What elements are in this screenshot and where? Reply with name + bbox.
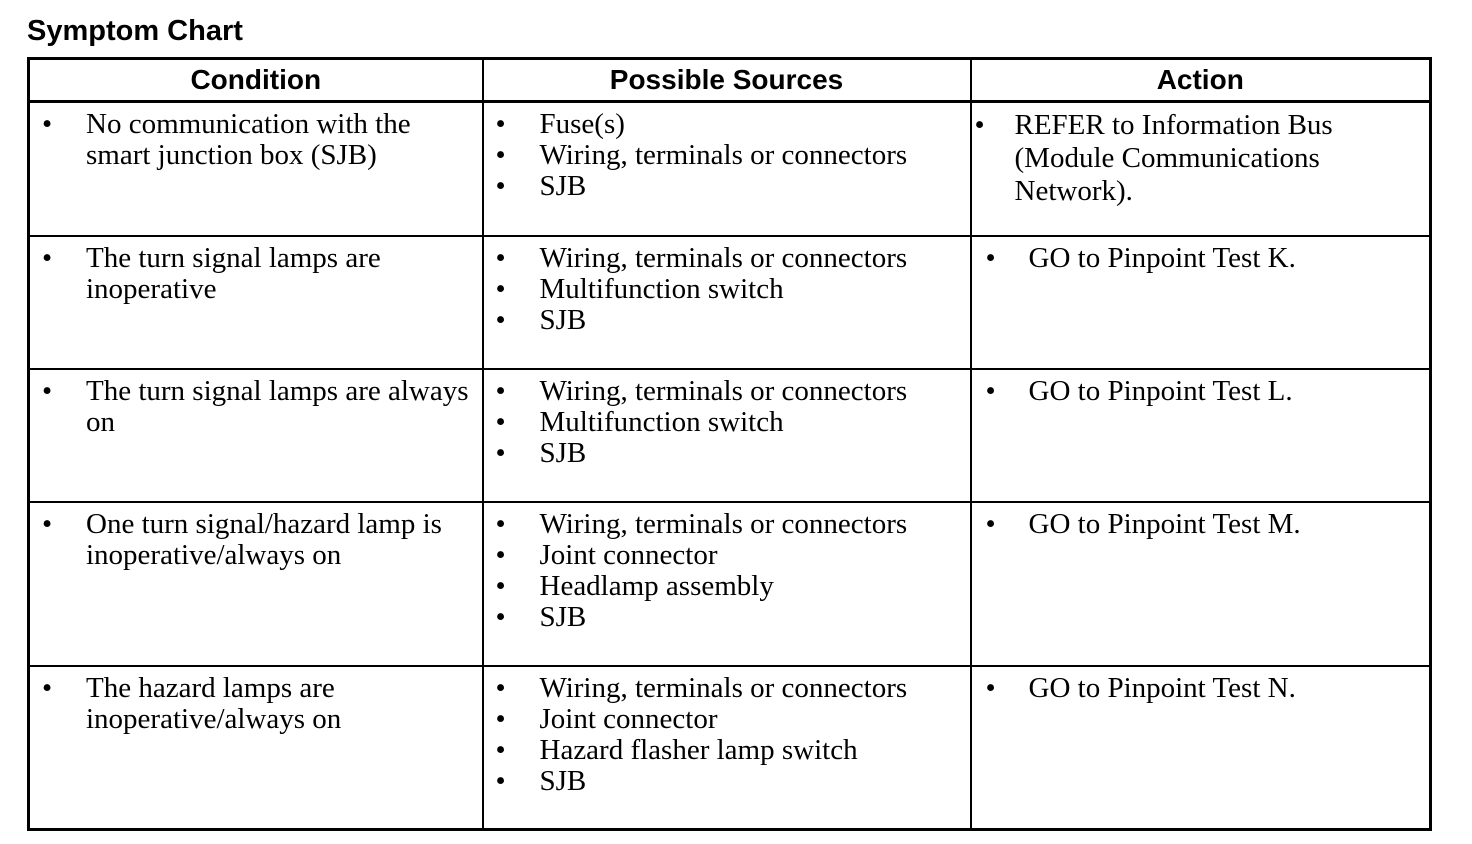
source-item: • Hazard flasher lamp switch: [484, 735, 970, 766]
condition-cell: [29, 502, 483, 666]
action-text: • GO to Pinpoint Test M.: [972, 509, 1430, 540]
source-item: • SJB: [484, 766, 970, 797]
page-title: Symptom Chart: [27, 15, 243, 47]
condition-text: • The turn signal lamps are always on: [30, 376, 482, 438]
condition-text: • The turn signal lamps are inoperative: [30, 243, 482, 305]
source-item: • Wiring, terminals or connectors: [484, 673, 970, 704]
source-item: • Wiring, terminals or connectors: [484, 140, 970, 171]
sources-cell: [483, 102, 971, 236]
source-item: • Headlamp assembly: [484, 571, 970, 602]
condition-text: • One turn signal/hazard lamp is inoperative/always on: [30, 509, 482, 571]
condition-cell: [29, 236, 483, 369]
action-text: • GO to Pinpoint Test L.: [972, 376, 1430, 407]
table-header-row: [29, 59, 1431, 102]
action-text: • REFER to Information Bus (Module Communications Network).: [972, 109, 1430, 208]
table-row: [29, 369, 1431, 502]
sources-cell: [483, 369, 971, 502]
action-cell: [971, 369, 1431, 502]
header-action: Action: [971, 59, 1431, 102]
condition-text: • The hazard lamps are inoperative/always on: [30, 673, 482, 735]
source-item: • Joint connector: [484, 540, 970, 571]
action-text: • GO to Pinpoint Test K.: [972, 243, 1430, 274]
source-item: • SJB: [484, 438, 970, 469]
condition-cell: [29, 666, 483, 830]
source-item: • Wiring, terminals or connectors: [484, 243, 970, 274]
header-condition: Condition: [29, 59, 483, 102]
table-row: [29, 502, 1431, 666]
source-item: • Fuse(s): [484, 109, 970, 140]
source-item: • SJB: [484, 171, 970, 202]
action-cell: [971, 236, 1431, 369]
symptom-chart-table: [27, 57, 1432, 831]
header-possible-sources: Possible Sources: [483, 59, 971, 102]
sources-cell: [483, 666, 971, 830]
condition-cell: [29, 369, 483, 502]
source-item: • Multifunction switch: [484, 274, 970, 305]
condition-text: • No communication with the smart junction box (SJB): [30, 109, 482, 171]
table-row: [29, 102, 1431, 236]
sources-cell: [483, 236, 971, 369]
action-text: • GO to Pinpoint Test N.: [972, 673, 1430, 704]
source-item: • Wiring, terminals or connectors: [484, 509, 970, 540]
sources-cell: [483, 502, 971, 666]
action-cell: [971, 102, 1431, 236]
table-row: [29, 236, 1431, 369]
action-cell: [971, 666, 1431, 830]
source-item: • Multifunction switch: [484, 407, 970, 438]
table-row: [29, 666, 1431, 830]
source-item: • Joint connector: [484, 704, 970, 735]
source-item: • Wiring, terminals or connectors: [484, 376, 970, 407]
source-item: • SJB: [484, 305, 970, 336]
action-cell: [971, 502, 1431, 666]
condition-cell: [29, 102, 483, 236]
source-item: • SJB: [484, 602, 970, 633]
